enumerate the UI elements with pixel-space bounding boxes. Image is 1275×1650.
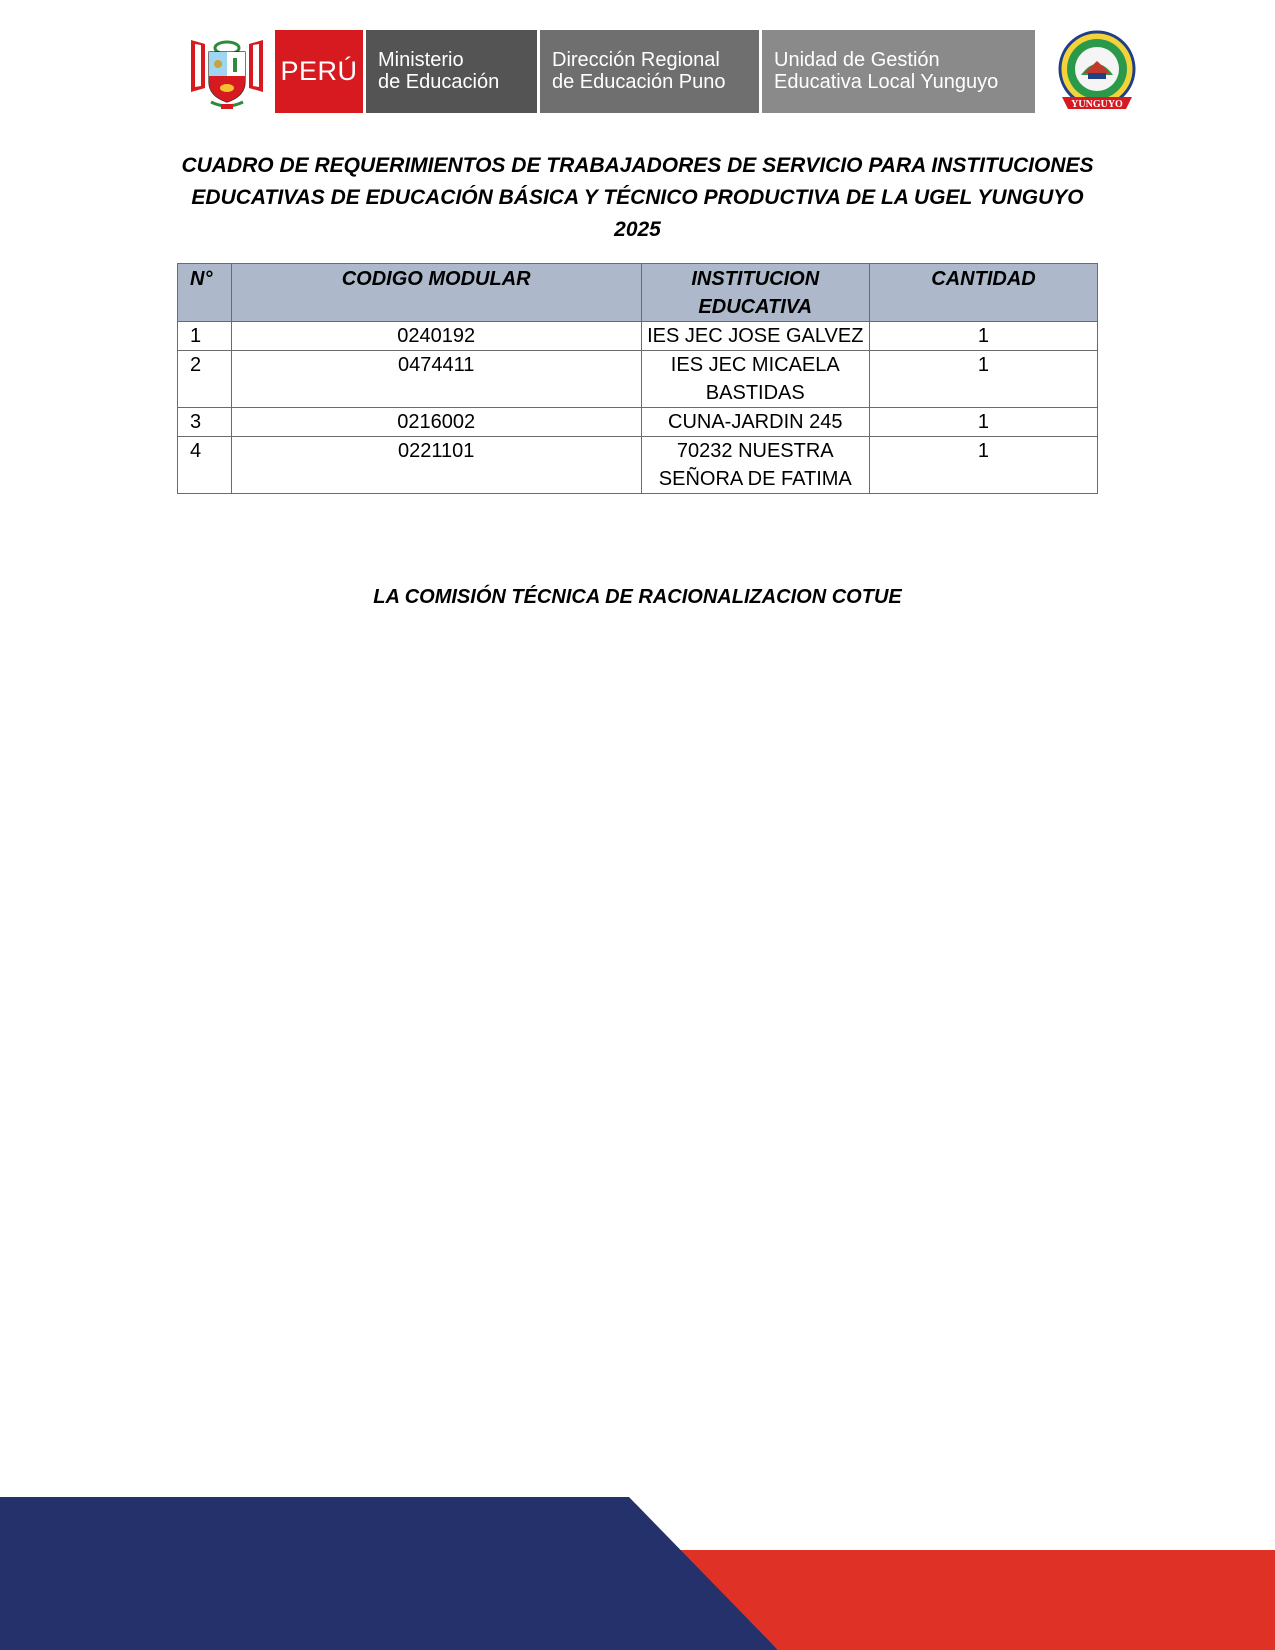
table-row <box>178 408 1098 437</box>
header-institucion-educativa: INSTITUCION EDUCATIVA <box>641 264 869 322</box>
header-cantidad: CANTIDAD <box>869 264 1097 322</box>
ugel-yunguyo-seal-icon <box>1054 29 1140 115</box>
table-row <box>178 322 1098 351</box>
peru-label: PERÚ <box>275 30 363 113</box>
cell-codigo: 0474411 <box>231 351 641 408</box>
header-codigo-modular: CODIGO MODULAR <box>231 264 641 322</box>
cell-cantidad: 1 <box>869 322 1097 351</box>
title-line-1: CUADRO DE REQUERIMIENTOS DE TRABAJADORES DE SERVICIO PARA INSTITUCIONES <box>181 154 1094 177</box>
cell-n: 1 <box>178 322 232 351</box>
document-title <box>180 150 1095 246</box>
cell-codigo: 0216002 <box>231 408 641 437</box>
regional-line-1: Dirección Regional <box>552 49 720 71</box>
cell-n: 3 <box>178 408 232 437</box>
cell-institucion: IES JEC JOSE GALVEZ <box>641 322 869 351</box>
title-line-2: EDUCATIVAS DE EDUCACIÓN BÁSICA Y TÉCNICO PRODUCTIVA DE LA UGEL YUNGUYO <box>191 186 1084 209</box>
table-row <box>178 437 1098 494</box>
ugel-line-1: Unidad de Gestión <box>774 49 940 71</box>
title-line-3: 2025 <box>614 218 661 241</box>
cell-n: 4 <box>178 437 232 494</box>
cell-cantidad: 1 <box>869 351 1097 408</box>
cell-cantidad: 1 <box>869 437 1097 494</box>
footer-decoration <box>0 1497 1275 1650</box>
seal-text: YUNGUYO <box>1071 99 1123 110</box>
ministry-block <box>366 30 537 113</box>
table-row <box>178 351 1098 408</box>
commission-signature: LA COMISIÓN TÉCNICA DE RACIONALIZACION COTUE <box>373 586 902 608</box>
requirements-table <box>177 263 1098 494</box>
cell-institucion: 70232 NUESTRA SEÑORA DE FATIMA <box>641 437 869 494</box>
ugel-line-2: Educativa Local Yunguyo <box>774 71 999 93</box>
ministry-line-1: Ministerio <box>378 49 464 71</box>
cell-institucion: IES JEC MICAELA BASTIDAS <box>641 351 869 408</box>
cell-n: 2 <box>178 351 232 408</box>
regional-line-2: de Educación Puno <box>552 71 726 93</box>
ministry-line-2: de Educación <box>378 71 500 93</box>
cell-cantidad: 1 <box>869 408 1097 437</box>
header-banner <box>185 30 1038 113</box>
cell-institucion: CUNA-JARDIN 245 <box>641 408 869 437</box>
regional-block <box>540 30 759 113</box>
peru-coat-of-arms-icon <box>185 30 269 113</box>
header-n: N° <box>178 264 232 322</box>
ugel-block <box>762 30 1035 113</box>
cell-codigo: 0240192 <box>231 322 641 351</box>
table-header-row <box>178 264 1098 322</box>
cell-codigo: 0221101 <box>231 437 641 494</box>
